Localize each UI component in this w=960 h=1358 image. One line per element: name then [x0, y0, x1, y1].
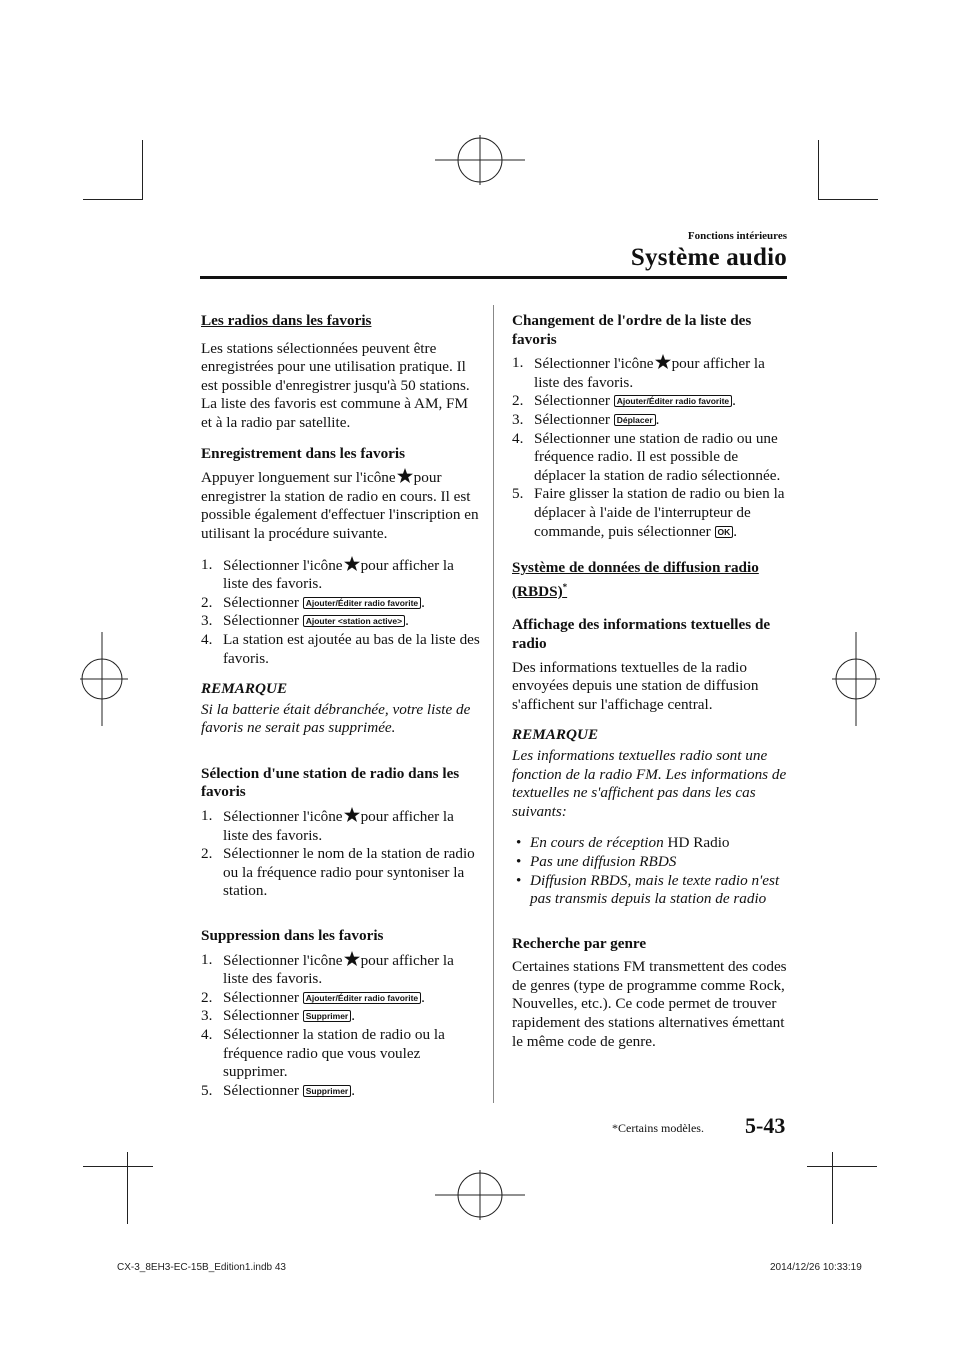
- genre-text: Certaines stations FM transmettent des codes de genres (type de programme comme Rock, Nouvelles, etc.). Ce code permet de trouver rapidement des stations alternatives émettant le même code de genre.: [512, 958, 787, 1050]
- delete-heading: Suppression dans les favoris: [201, 927, 384, 945]
- star-icon: [655, 354, 671, 369]
- list-item: 1. Sélectionner l'icône pour afficher la liste des favoris.: [512, 354, 765, 391]
- column-divider: [493, 305, 494, 1103]
- move-button: Déplacer: [614, 414, 656, 426]
- delete-button: Supprimer: [303, 1010, 352, 1022]
- list-item: • Diffusion RBDS, mais le texte radio n'est pas transmis depuis la station de radio: [516, 871, 780, 908]
- list-item: • En cours de réception HD Radio: [516, 834, 730, 852]
- list-item: 2. Sélectionner Ajouter/Éditer radio favorite .: [512, 392, 736, 410]
- crop-mark: [818, 199, 878, 200]
- genre-heading: Recherche par genre: [512, 934, 647, 952]
- add-active-station-button: Ajouter <station active>: [303, 615, 405, 627]
- print-date: 2014/12/26 10:33:19: [770, 1262, 862, 1273]
- registration-mark-left: [80, 630, 130, 730]
- page-title: Système audio: [630, 244, 787, 271]
- list-item: 2. Sélectionner Ajouter/Éditer radio favorite .: [201, 593, 425, 611]
- list-item: 3. Sélectionner Déplacer .: [512, 410, 660, 428]
- list-item: 5. Sélectionner Supprimer .: [201, 1081, 356, 1099]
- star-icon: [344, 807, 360, 822]
- register-steps: [201, 556, 481, 669]
- list-item: • Pas une diffusion RBDS: [516, 852, 677, 870]
- header-rule: [200, 276, 787, 279]
- file-info: CX-3_8EH3-EC-15B_Edition1.indb 43: [117, 1262, 286, 1273]
- select-steps: [201, 807, 481, 901]
- conditions-list: [512, 834, 792, 908]
- crop-mark: [142, 140, 143, 200]
- text-info-heading: Affichage des informations textuelles de radio: [512, 616, 771, 652]
- crop-mark: [832, 1152, 833, 1224]
- list-item: 1. Sélectionner l'icône pour afficher la liste des favoris.: [201, 807, 454, 844]
- edit-favorite-button: Ajouter/Éditer radio favorite: [303, 992, 421, 1004]
- delete-steps: [201, 951, 481, 1101]
- rbds-heading: Système de données de diffusion radio (RBDS)*: [512, 559, 759, 600]
- models-note: *Certains modèles.: [612, 1121, 704, 1135]
- note-text: Les informations textuelles radio sont une fonction de la radio FM. Les informations de textuelles ne s'affichent pas dans les cas suivants:: [512, 746, 787, 820]
- page-number: 5-43: [745, 1113, 786, 1138]
- list-item: 3. Sélectionner Supprimer .: [201, 1007, 356, 1025]
- list-item: 4. Sélectionner une station de radio ou une fréquence radio. Il est possible de déplacer la station de radio sélectionnée.: [512, 429, 781, 484]
- note-title: REMARQUE: [201, 680, 288, 698]
- order-heading: Changement de l'ordre de la liste des favoris: [512, 312, 752, 348]
- register-heading: Enregistrement dans les favoris: [201, 444, 406, 462]
- registration-mark-top: [430, 135, 530, 235]
- list-item: 2. Sélectionner le nom de la station de radio ou la fréquence radio pour syntoniser la station.: [201, 845, 475, 900]
- favorites-intro: Les stations sélectionnées peuvent être enregistrées pour une utilisation pratique. Il est possible d'enregistrer jusqu'à 50 stations. La liste des favoris est commune à AM, FM et à la radio par satellite.: [201, 339, 470, 431]
- section-label: Fonctions intérieures: [687, 230, 787, 242]
- crop-mark: [83, 199, 143, 200]
- delete-button: Supprimer: [303, 1085, 352, 1097]
- star-icon: [344, 951, 360, 966]
- select-heading: Sélection d'une station de radio dans les favoris: [201, 764, 460, 801]
- list-item: 4. La station est ajoutée au bas de la liste des favoris.: [201, 630, 480, 667]
- crop-mark: [807, 1166, 877, 1167]
- ok-button: OK: [715, 526, 734, 538]
- list-item: 2. Sélectionner Ajouter/Éditer radio favorite .: [201, 988, 425, 1006]
- crop-mark: [818, 140, 819, 200]
- list-item: 1. Sélectionner l'icône pour afficher la liste des favoris.: [201, 555, 454, 593]
- note-text: Si la batterie était débranchée, votre liste de favoris ne serait pas supprimée.: [201, 700, 471, 737]
- note-title: REMARQUE: [512, 726, 599, 744]
- favorites-heading: Les radios dans les favoris: [201, 312, 372, 329]
- register-text: Appuyer longuement sur l'icône pour enregistrer la station de radio en cours. Il est possible également d'effectuer l'inscription en utilisant la procédure suivante.: [201, 469, 479, 542]
- list-item: 1. Sélectionner l'icône pour afficher la liste des favoris.: [201, 950, 454, 988]
- star-icon: [397, 468, 413, 483]
- list-item: 3. Sélectionner Ajouter <station active> .: [201, 612, 409, 630]
- right-column: [512, 312, 792, 1063]
- star-icon: [344, 556, 360, 571]
- list-item: 5. Faire glisser la station de radio ou bien la déplacer à l'aide de l'interrupteur de commande, puis sélectionner OK .: [512, 485, 785, 540]
- left-column: [201, 312, 481, 1112]
- edit-favorite-button: Ajouter/Éditer radio favorite: [614, 395, 732, 407]
- crop-mark: [83, 1166, 153, 1167]
- crop-mark: [127, 1152, 128, 1224]
- list-item: 4. Sélectionner la station de radio ou la fréquence radio que vous voulez supprimer.: [201, 1026, 445, 1081]
- edit-favorite-button: Ajouter/Éditer radio favorite: [303, 597, 421, 609]
- order-steps: [512, 354, 792, 541]
- text-info-intro: Des informations textuelles de la radio envoyées depuis une station de diffusion s'affichent sur l'affichage central.: [512, 658, 759, 713]
- registration-mark-bottom: [430, 1150, 530, 1250]
- registration-mark-right: [830, 630, 880, 730]
